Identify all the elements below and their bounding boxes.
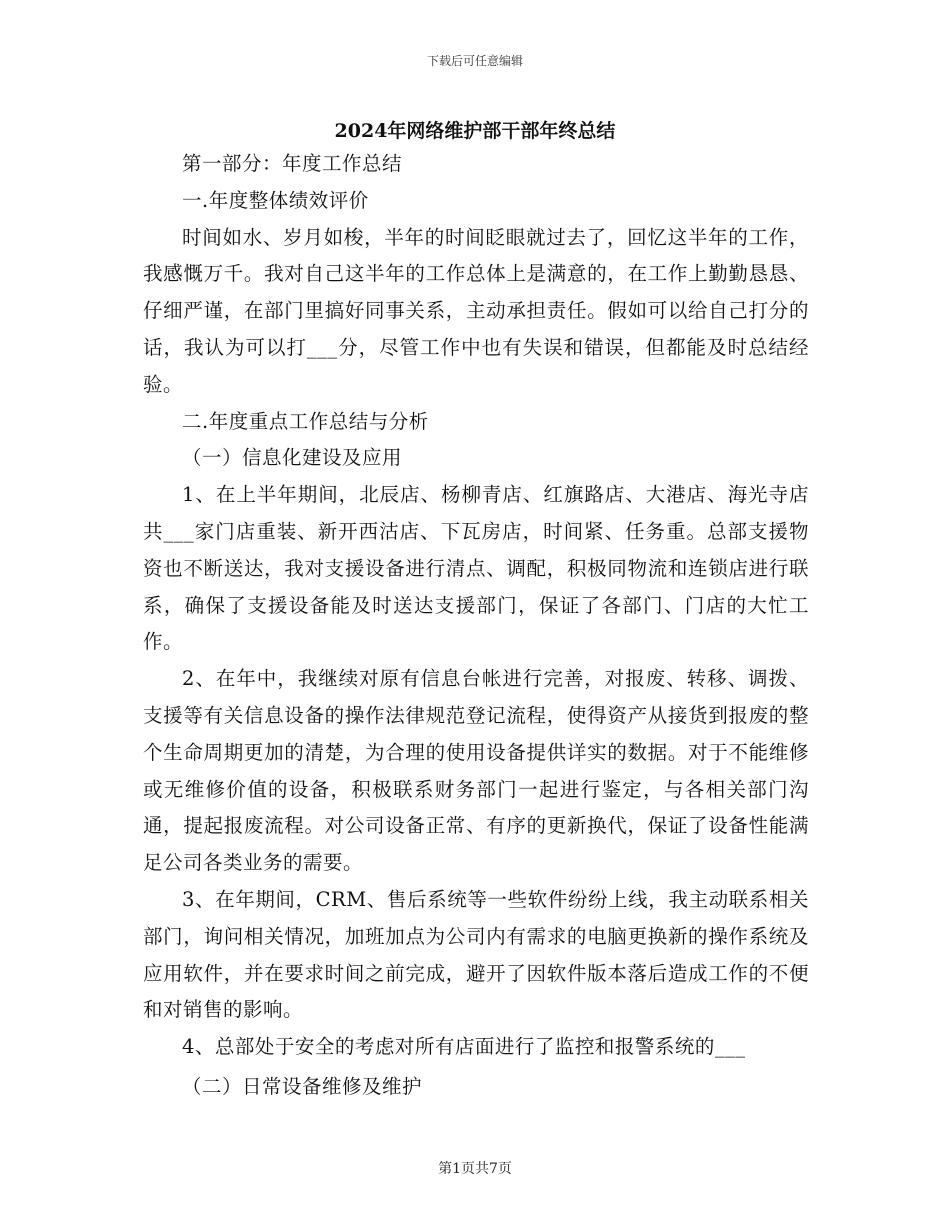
- document-title: 2024年网络维护部干部年终总结: [334, 120, 616, 142]
- section-heading: 二.年度重点工作总结与分析: [182, 409, 429, 433]
- section-heading: 一.年度整体绩效评价: [182, 188, 369, 212]
- subsection-heading: （二）日常设备维修及维护: [182, 1074, 423, 1098]
- body-paragraph: 时间如水、岁月如梭，半年的时间眨眼就过去了，回忆这半年的工作，我感慨万千。我对自己这半年的工作总体上是满意的，在工作上勤勤恳恳、仔细严谨，在部门里搞好同事关系，主动承担责任。假如可以给自己打分的话，我认为可以打___分，尽管工作中也有失误和错误，但都能及时总结经验。: [143, 225, 809, 396]
- subsection-heading: （一）信息化建设及应用: [182, 446, 403, 470]
- body-paragraph: 1、在上半年期间，北辰店、杨柳青店、红旗路店、大港店、海光寺店共___家门店重装、新开西沽店、下瓦房店，时间紧、任务重。总部支援物资也不断送达，我对支援设备进行清点、调配，积极同物流和连锁店进行联系，确保了支援设备能及时送达支援部门，保证了各部门、门店的大忙工作。: [143, 483, 809, 654]
- body-paragraph: 2、在年中，我继续对原有信息台帐进行完善，对报废、转移、调拨、支援等有关信息设备的操作法律规范登记流程，使得资产从接货到报废的整个生命周期更加的清楚，为合理的使用设备提供详实的数据。对于不能维修或无维修价值的设备，积极联系财务部门一起进行鉴定，与各相关部门沟通，提起报废流程。对公司设备正常、有序的更新换代，保证了设备性能满足公司各类业务的需要。: [143, 667, 809, 875]
- document-body: [143, 146, 809, 1103]
- body-paragraph: 3、在年期间，CRM、售后系统等一些软件纷纷上线，我主动联系相关部门，询问相关情况，加班加点为公司内有需求的电脑更换新的操作系统及应用软件，并在要求时间之前完成，避开了因软件版本落后造成工作的不便和对销售的影响。: [143, 887, 809, 1022]
- header-note: 下载后可任意编辑: [426, 54, 523, 68]
- part-heading: 第一部分：年度工作总结: [182, 152, 403, 175]
- body-paragraph: 4、总部处于安全的考虑对所有店面进行了监控和报警系统的___: [182, 1035, 746, 1059]
- page-footer: 第1页共7页: [438, 1161, 512, 1177]
